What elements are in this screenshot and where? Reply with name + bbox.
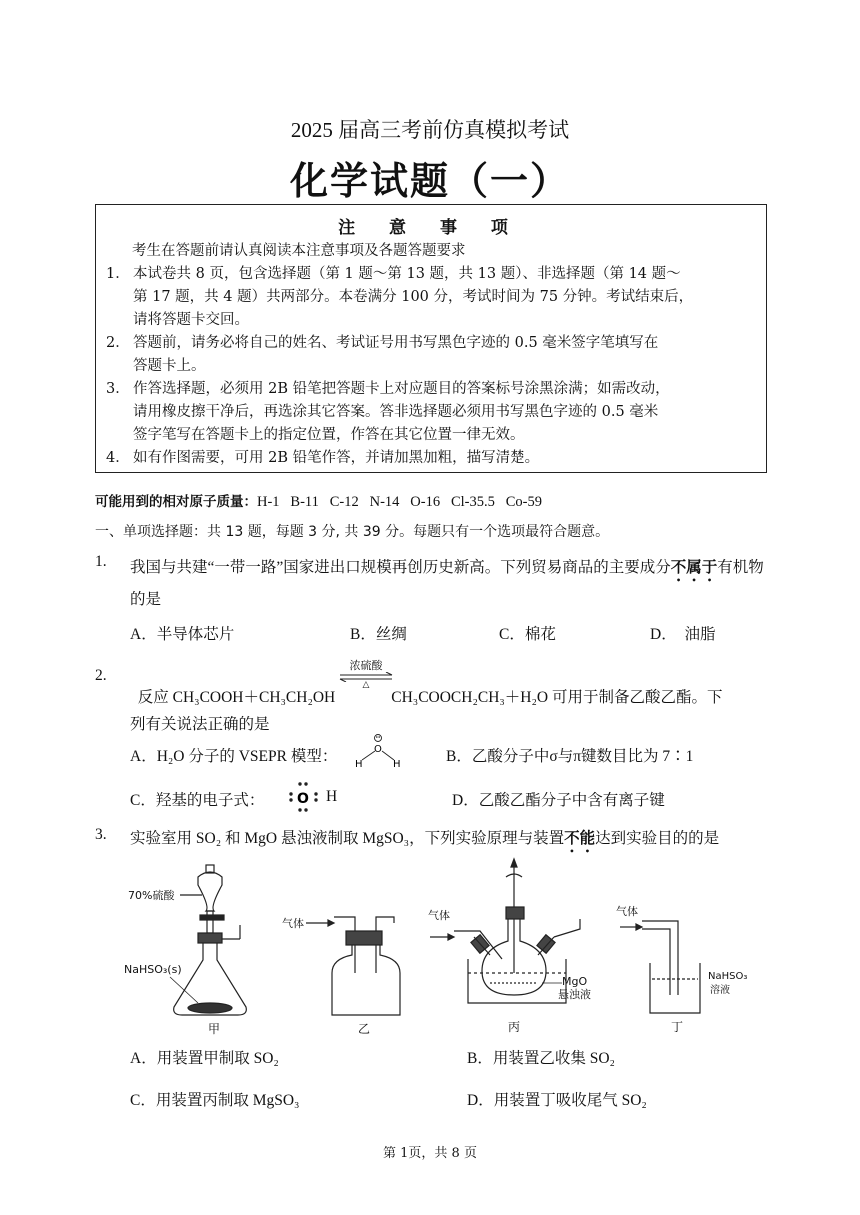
q3-emphasis: 不能: [564, 829, 596, 847]
label-mgo: MgO: [562, 975, 588, 988]
q3-option-b: B．用装置乙收集 SO₂: [467, 1050, 615, 1067]
q2-option-d: D．乙酸乙酯分子中含有离子键: [452, 792, 665, 809]
reaction-heat: △: [362, 680, 370, 690]
q2-post: 可用于制备乙酸乙酯。下: [548, 689, 723, 706]
q3-option-d: D．用装置丁吸收尾气 SO₂: [467, 1092, 647, 1109]
vsepr-water-model-icon: [352, 732, 404, 770]
exam-title: 化学试题（一）: [289, 159, 570, 203]
q2-option-b: B．乙酸分子中σ与π键数目比为 7∶1: [446, 748, 694, 765]
question-1-text: [130, 553, 770, 614]
notice-item-line: 本试卷共 8 页，包含选择题（第 1 题～第 13 题，共 13 题）、非选择题（第 14 题～: [133, 266, 681, 282]
caption-yi: 乙: [358, 1022, 371, 1035]
apparatus-jia: [124, 865, 246, 1035]
notice-item-line: 作答选择题，必须用 2B 铅笔把答题卡上对应题目的答案标号涂黑涂满；如需改动，: [133, 381, 670, 397]
atomic-masses: [95, 490, 542, 511]
model-oxygen: O: [374, 744, 382, 755]
notice-intro: 考生在答题前请认真阅读本注意事项及各题答题要求: [132, 243, 466, 259]
question-number: 3.: [95, 826, 107, 843]
notice-item-num: 3．: [106, 381, 130, 397]
apparatus-figure: [110, 855, 790, 1035]
label-gas-1: 气体: [282, 917, 304, 930]
atomic-masses-label: 可能用到的相对原子质量：: [95, 494, 257, 510]
exam-subtitle: 2025 届高三考前仿真模拟考试: [290, 118, 570, 142]
question-2-line1: [130, 667, 722, 707]
q2-pre: 反应: [137, 689, 173, 706]
caption-jia: 甲: [208, 1022, 221, 1035]
q3-text-b: 达到实验目的的是: [595, 830, 720, 847]
apparatus-yi: [282, 916, 400, 1035]
q1-emphasis: 不属于: [670, 558, 718, 576]
notice-item-num: 1．: [106, 266, 130, 282]
label-gas-2: 气体: [428, 909, 450, 922]
q3-option-c: C．用装置丙制取 MgSO₃: [130, 1092, 300, 1109]
label-acid: 70%硫酸: [128, 889, 175, 902]
notice-heading: 注 意 事 项: [338, 218, 522, 238]
label-nahso3: NaHSO₃: [708, 971, 748, 982]
q1-text-b: 有机物的是: [130, 559, 764, 608]
notice-item-line: 如有作图需要，可用 2B 铅笔作答，并请加黑加粗，描写清楚。: [133, 450, 540, 466]
question-3-text: [130, 826, 719, 856]
notice-item-line: 答题前，请务必将自己的姓名、考试证号用书写黑色字迹的 0.5 毫米签字笔填写在: [133, 335, 659, 351]
notice-item-line: 答题卡上。: [133, 358, 206, 374]
notice-item-line: 第 17 题，共 4 题）共两部分。本卷满分 100 分，考试时间为 75 分钟。考试结束后，: [133, 289, 694, 305]
q1-option-d: D． 油脂: [650, 626, 716, 643]
notice-item-line: 请将答题卡交回。: [133, 312, 249, 328]
label-solid: NaHSO₃(s): [124, 963, 182, 976]
q2-option-c: C．羟基的电子式：: [130, 792, 265, 809]
hydroxyl-electron-dot-icon: [286, 780, 322, 814]
q3-text-a: 实验室用 SO₂ 和 MgO 悬浊液制取 MgSO₃，下列实验原理与装置: [130, 830, 565, 847]
label-suspension: 悬浊液: [558, 988, 591, 1001]
page-footer: 第 1页，共 8 页: [383, 1146, 477, 1161]
section-heading: 一、单项选择题：共 13 题，每题 3 分, 共 39 分。每题只有一个选项最符合题意。: [95, 524, 610, 540]
q1-option-b: B．丝绸: [350, 626, 407, 643]
label-solution: 溶液: [710, 985, 730, 996]
model-h-left: H: [355, 759, 363, 770]
q1-text-a: 我国与共建“一带一路”国家进出口规模再创历史新高。下列贸易商品的主要成分: [130, 559, 671, 576]
q2-option-a: A．H₂O 分子的 VSEPR 模型：: [130, 748, 338, 765]
question-number: 1.: [95, 553, 107, 570]
svg-text:O: O: [297, 791, 309, 807]
notice-item-num: 2．: [106, 335, 130, 351]
apparatus-ding: [616, 904, 747, 1034]
notice-item-num: 4．: [106, 450, 130, 466]
question-number: 2.: [95, 667, 107, 684]
q2-reactants: CH₃COOH＋CH₃CH₂OH: [172, 689, 336, 706]
q2-option-c-h: H: [326, 788, 338, 805]
notice-item-line: 签字笔写在答题卡上的指定位置，作答在其它位置一律无效。: [133, 427, 525, 443]
notice-item-line: 请用橡皮擦干净后，再选涂其它答案。答非选择题必须用书写黑色字迹的 0.5 毫米: [133, 404, 659, 420]
caption-bing: 丙: [508, 1020, 521, 1034]
apparatus-bing: [428, 859, 591, 1034]
question-2-line2: 列有关说法正确的是: [130, 716, 270, 733]
q3-option-a: A．用装置甲制取 SO₂: [130, 1050, 279, 1067]
label-gas-3: 气体: [616, 905, 638, 918]
q1-option-a: A．半导体芯片: [130, 626, 235, 643]
atomic-masses-values: H-1 B-11 C-12 N-14 O-16 Cl-35.5 Co-59: [257, 494, 543, 510]
reaction-condition: 浓硫酸: [349, 659, 383, 672]
q2-products: CH₃COOCH₂CH₃＋H₂O: [391, 689, 549, 706]
model-h-right: H: [393, 759, 401, 770]
q1-option-c: C．棉花: [499, 626, 556, 643]
caption-ding: 丁: [671, 1020, 684, 1034]
